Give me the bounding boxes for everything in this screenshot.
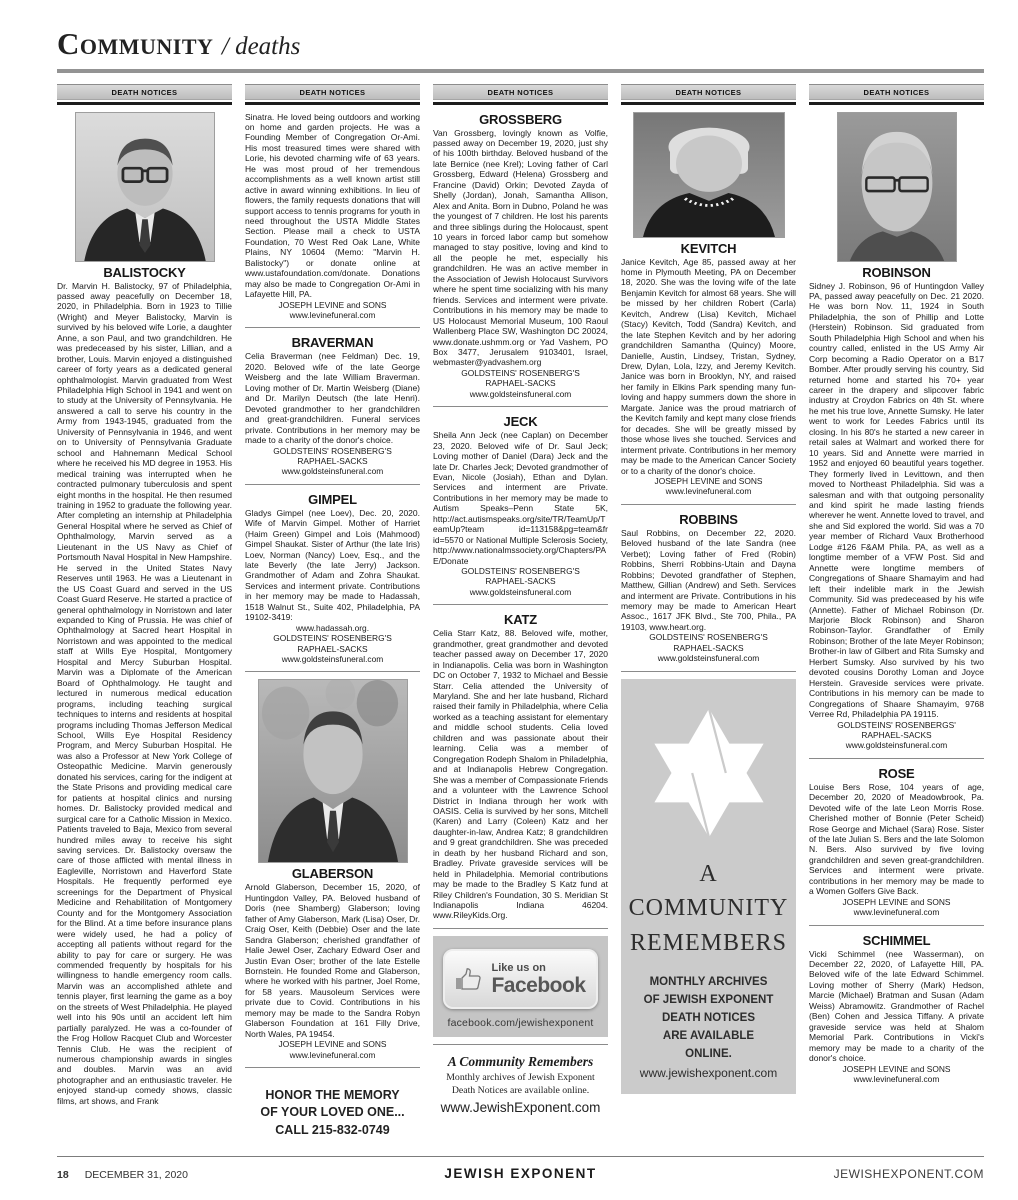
facebook-url: facebook.com/jewishexponent: [447, 1016, 594, 1029]
column-4: [621, 84, 796, 1136]
obituary-balistocky: [57, 112, 232, 1107]
obituary-body: Sheila Ann Jeck (nee Caplan) on December 23, 2020. Beloved wife of Dr. Saul Jeck; Loving mother of Daniel (Dara) Jeck and the late Dr. Charles Jeck; Devoted grandmother of Evan, Nicole (Josiah), Ethan and Dylan. Services and interment are Private. Contributions in her memory may be made to Autism Speaks–Penn State 5K, http://act.autismspeaks.org/site/TR/TeamUp/TeamUp?team id=113158&pg=team&fr id=5570 or National Multiple Sclerosis Society, http://www.nationalmssociety.org/Chapters/PAE/Donate: [433, 430, 608, 566]
star-ad-subline: ARE AVAILABLE: [662, 1029, 755, 1042]
obituary-glaberson: [245, 679, 420, 1060]
obituary-robbins: [621, 512, 796, 664]
community-remembers-line: Death Notices are available online.: [451, 1084, 590, 1096]
death-notices-rule: [433, 102, 608, 105]
star-ad-sublines: [627, 973, 790, 1063]
star-ad-subline: OF JEWISH EXPONENT: [643, 993, 774, 1006]
glaberson-photo: [258, 679, 408, 863]
footer-publication: JEWISH EXPONENT: [444, 1166, 597, 1181]
funeral-home-line: www.goldsteinsfuneral.com: [469, 388, 572, 399]
funeral-home-line: JOSEPH LEVINE and SONS: [654, 476, 763, 487]
obituary-separator: [433, 604, 608, 605]
obituary-body: Dr. Marvin H. Balistocky, 97 of Philadelphia, passed away peacefully on December 18, 2020, in Philadelphia. Born in 1923 to Tillie (Wright) and Meyer Balistocky, Marvin is survived by his beloved wife Lorie, a daughter Anne, a son Paul, and two grandchildren. He was predeceased by his sister, Lillian, and a brother, Louis. Marvin enjoyed a distinguished career of forty years as a dedicated general ophthalmologist. Marvin graduated from West Philadelphia High School in 1941 and went on to study at the University of Pennsylvania. He answered a call to serve his country in the Army from 1943-1945, graduated from the University of Pennsylvania in 1946, and went on to University of Pennsylvania Graduate school and Hahnemann Medical School where he received his MD degree in 1953. His medical training was interrupted when he contracted pulmonary tuberculosis and spent eight months in the hospital. He then resumed training in 1952 to graduate the following year. After completing an internship at Philadelphia General Hospital where he served as Chief of Ophthalmology, Marvin served as a Lieutenant in the US Navy as Chief of Portsmouth Naval Hospital in New Hampshire. He served in the United States Navy Reserves until 1963. He was a Lieutenant in the US Coast Guard and served in the US Coast Guard Reserve. He started a practice of general ophthalmology in Norristown and later expanded to King of Prussia. He was chief of Ophthalmology at Sacred heart Hospital in Norristown and was appointed to the medical staff at Wills Eye Hospital, Montgomery Hospital and Mercy Suburban Hospital. Marvin was a Diplomate of the American Board of Ophthalmology. He taught and lectured in numerous medical education programs, including teaching surgical techniques to interns and residents at hospital programs including Thomas Jefferson Medical School, Wills Eye Hospital Residency Program, and Mercy Suburban Hospital. He was also a Professor at New York College of Osteopathic Medicine. Marvin generously donated his services, caring for the indigent at the State Prisons and providing medical care for patients at hospital clinics and nursing homes. Dr. Balistocky provided medical and surgical care for a Catholic Mission in Mexico. Patients traveled to Baja, Mexico from several hundred miles away to receive his sight saving services. Dr. Balistocky oversaw the care of those afflicted with mental illness in Eagleville, Norristown and Haverford State Hospitals. He frequently performed eye screenings for the Department of Physical Medicine and Rehabilitation of Montgomery County and for the Montgomery Association for the Blind. At a time before insurance plans were widely used, he had a policy of accepting all patients without regard for the ability to pay for care or surgery. He was commended frequently by hospitals for his willingness to handle emergency room calls. Marvin was an accomplished athlete and tennis player, first learning the game as a boy on the streets of West Philadelphia. He played well into his 90s until an accident left him partially paralyzed. He was a co-founder of the Frog Hollow Racquet Club and Worcester Tennis Club. He was the recipient of numerous championship awards in singles and doubles. Marvin was an avid photographer and an enthusiastic traveler. He enjoyed stand-up comedy shows, classic films, art shows, and Frank: [57, 280, 232, 1106]
obituary-separator: [245, 1067, 420, 1068]
community-remembers-url: www.JewishExponent.com: [440, 1099, 601, 1115]
facebook-text: [491, 962, 585, 996]
funeral-home-line: www.goldsteinsfuneral.com: [657, 653, 760, 664]
obituary-body: Vicki Schimmel (nee Wasserman), on December 22, 2020, of Lafayette Hill, PA. Beloved wife of the late Edward Schimmel. Loving mother of Sherry (Mark) Hedson, Marcie (Michael) Bratman and Susan (Adam Weiss) Abramowitz. Grandmother of Rachel (Ben) Cohen and Jessica Tiffany. A private graveside service was held at Shalom Memorial Park. Contributions in Vicki's memory may be made to a charity of the donor's choice.: [809, 948, 984, 1064]
funeral-home-line: JOSEPH LEVINE and SONS: [842, 896, 951, 907]
funeral-home-line: www.hadassah.org.: [295, 622, 370, 633]
star-ad-subline: ONLINE.: [685, 1047, 732, 1060]
funeral-home-line: www.goldsteinsfuneral.com: [845, 740, 948, 751]
funeral-home-line: JOSEPH LEVINE and SONS: [278, 299, 387, 310]
funeral-home-line: www.levinefuneral.com: [853, 1073, 940, 1084]
page-number: 18: [57, 1169, 69, 1181]
death-notices-rule: [57, 102, 232, 105]
obituary-body: Sidney J. Robinson, 96 of Huntingdon Valley PA, passed away peacefully on Dec. 21 2020. He was born Nov. 11, 1924 in South Philadelphia, the son of Phillip and Lotte (Herstein) Robinson. Sid graduated from South Philadelphia High School and when his country called, enlisted in the US Army Air Corp becoming a Radio Operator on a B17 Bomber. After proudly serving his country, Sid returned home and started his 70+ year career in the drapery and slipcover fabric industry at Croydon Fabrics on 4th St. where he met his true love, Annette Sumsky. He later went to work for Leedes Fabrics until its closing. In his 80's he started a new career in retail sales at Walmart and worked there for 10 years. Sid and Annette were married in 1952 and enjoyed 60 beautiful years together. They formerly lived in Levittown, and then moved to Northeast Philadelphia. Sid was a salesman and with that outgoing personality and kind spirit he made lasting friends wherever he went. Annette loved to travel, and she and Sid explored the world. Sid was a 70 year member of Richard Vaux Brotherhood Lodge #126 F&AM Phila. PA, as well as a longtime member of a VFW Post. Sid and Annette were longtime members of Congregations of Shaare Shamayim and had left their indelible mark in the Jewish Community. Sid was predeceased by his wife (Annette). Father of Michael Robinson (Dr. Marjorie Block Robinson) and Sharon Robinson-Taylor. Grandfather of Emily Robinson; Brother of the late Meyer Robinson; Brother-in law of Gilbert and Rita Sumsky and Herbert Sumsky. Also survived by his two devoted cousins Dorothy Loman and Joyce Herstein. Graveside services were private. Contributions in his memory can be made to Congregations of Shaare Shamayim, 9768 Verree Rd, Philadelphia PA 19115.: [809, 280, 984, 720]
funeral-home-line: RAPHAEL-SACKS: [485, 576, 556, 587]
obituary-body: Celia Braverman (nee Feldman) Dec. 19, 2020. Beloved wife of the late George Weisberg and the late William Braverman. Loving mother of Dr. Martin Weisberg (Diane) and Dr. Marilyn Deutsch (the late Henri). Devoted grandmother to her grandchildren and great-grandchildren. Funeral services private. Contributions in her memory may be made to a charity of the donor's choice.: [245, 351, 420, 446]
funeral-home-line: GOLDSTEINS' ROSENBERG'S: [273, 633, 392, 644]
funeral-home-line: RAPHAEL-SACKS: [297, 643, 368, 654]
obituary-kevitch: [621, 112, 796, 497]
footer-left: [57, 1169, 366, 1181]
funeral-home-line: GOLDSTEINS' ROSENBERG'S: [461, 367, 580, 378]
obituary-name-glaberson: GLABERSON: [291, 866, 374, 882]
obituary-name-rose: ROSE: [878, 765, 915, 781]
footer-website: JEWISHEXPONENT.COM: [833, 1167, 984, 1181]
page-footer: [57, 1156, 984, 1181]
death-notices-header: DEATH NOTICES: [57, 84, 232, 100]
column-2: [245, 84, 420, 1136]
obituary-name-jeck: JECK: [503, 414, 538, 430]
column-1: [57, 84, 232, 1136]
funeral-home-line: www.goldsteinsfuneral.com: [469, 586, 572, 597]
thumbs-up-icon: [455, 967, 482, 991]
obituary-jeck: [433, 414, 608, 597]
obituary-body: Janice Kevitch, Age 85, passed away at her home in Plymouth Meeting, PA on December 18, 2020. She was the loving wife of the late Benjamin Kevitch for almost 68 years. She will be missed by her children Robert (Carla) Kevitch, Andrew (Lisa) Kevitch, Michael (Stacy) Kevitch, Todd (Sandra) Kevitch, and the late Stephen Kevitch and by her adoring grandchildren Samantha (Quincy) Moore, Danielle, Austin, Lindsey, Tristan, Sydney, Drew, Dylan, Lola, Izzy, and Jeremy Kevitch. Janice was born in Brooklyn, NY, and raised her family in Elkins Park spending many fun-loving and happy summers down the shore in Margate. Janice was the proud matriarch of the Kevitch family and kept many close friends for decades. She will be greatly missed by those whose lives she touched. Services and interment private. Contributions in her memory may be made to the American Cancer Society or to a charity of the donor's choice.: [621, 256, 796, 476]
funeral-home-line: GOLDSTEINS' ROSENBERG'S: [461, 566, 580, 577]
section-subtitle: / deaths: [221, 33, 301, 60]
funeral-home-line: JOSEPH LEVINE and SONS: [842, 1063, 951, 1074]
honor-memory-line: OF YOUR LOVED ONE...: [260, 1105, 405, 1120]
obituary-katz: [433, 612, 608, 921]
obituary-name-gimpel: GIMPEL: [308, 491, 357, 507]
community-remembers-line: Monthly archives of Jewish Exponent: [446, 1071, 595, 1083]
obituary-separator: [245, 484, 420, 485]
column-3: [433, 84, 608, 1136]
obituary-separator: [433, 406, 608, 407]
death-notices-header: DEATH NOTICES: [433, 84, 608, 100]
obituary-separator: [809, 758, 984, 759]
funeral-home-line: JOSEPH LEVINE and SONS: [278, 1039, 387, 1050]
funeral-home-line: GOLDSTEINS' ROSENBERGS': [837, 719, 956, 730]
footer-date: DECEMBER 31, 2020: [84, 1169, 188, 1181]
obituary-body: Arnold Glaberson, December 15, 2020, of Huntingdon Valley, PA. Beloved husband of Doris (nee Shamberg) Glaberson; loving father of Amy Glaberson, Mark (Lisa) Oser, Dr. Craig Oser, Keith (Debbie) Oser and the late Sandra Glaberson; cherished grandfather of Halie Jewel Oser, Zachary Edward Oser and Justin Evan Oser; brother of the late Estelle Bornstein. He founded Rome and Glaberson, where he worked with his partner, Joel Rome, for 58 years. Mausoleum Services were private due to Covid. Contributions in his memory may be made to the Sandra Robyn Glaberson Foundation at 161 Filly Drive, North Wales, PA 19454.: [245, 882, 420, 1039]
obituary-name-katz: KATZ: [504, 612, 537, 628]
honor-memory-ad: [245, 1075, 420, 1136]
funeral-home-line: GOLDSTEINS' ROSENBERG'S: [273, 445, 392, 456]
funeral-home-line: RAPHAEL-SACKS: [673, 642, 744, 653]
star-ad-word: REMEMBERS: [629, 930, 788, 957]
death-notices-rule: [621, 102, 796, 105]
obituary-gimpel: [245, 492, 420, 665]
section-masthead: [57, 26, 984, 73]
death-notices-columns: [57, 84, 984, 1136]
funeral-home-line: www.levinefuneral.com: [289, 1049, 376, 1060]
kevitch-photo: [633, 112, 785, 238]
obituary-name-balistocky: BALISTOCKY: [103, 264, 186, 280]
obituary-body: Gladys Gimpel (nee Loev), Dec. 20, 2020. Wife of Marvin Gimpel. Mother of Harriet (Haim Green) Gimpel and Lois (Mahmood) Gimpel Shaukat. Sister of Arthur (the late Iris) Loev, Norman (Nancy) Loev, Esq., and the late Beverly (the late Jerry) Jackson. Grandmother of Adam and Zohra Shaukat. Services and interment private. Contributions in her memory may be made to Hadassah, 1518 Walnut St., Suite 402, Philadelphia, PA 19102-3419:: [245, 507, 420, 623]
death-notices-header: DEATH NOTICES: [245, 84, 420, 100]
community-remembers-note: [433, 1052, 608, 1115]
star-ad-subline: MONTHLY ARCHIVES: [649, 975, 768, 988]
obituary-separator: [245, 327, 420, 328]
obituary-separator: [809, 925, 984, 926]
obituary-name-grossberg: GROSSBERG: [479, 111, 562, 127]
obituary-separator: [433, 1044, 608, 1045]
star-ad-word: COMMUNITY: [628, 895, 789, 922]
obituary-separator: [245, 671, 420, 672]
community-remembers-star-ad: [621, 679, 796, 1094]
facebook-ad: [433, 936, 608, 1037]
funeral-home-line: www.goldsteinsfuneral.com: [281, 466, 384, 477]
obituary-separator: [621, 671, 796, 672]
obituary-rose: [809, 766, 984, 918]
death-notices-rule: [809, 102, 984, 105]
funeral-home-line: www.levinefuneral.com: [665, 486, 752, 497]
star-of-david-icon: [638, 703, 780, 843]
funeral-home-line: RAPHAEL-SACKS: [485, 378, 556, 389]
section-title: Community: [57, 26, 214, 61]
star-ad-subline: DEATH NOTICES: [661, 1011, 756, 1024]
obituary-separator: [621, 504, 796, 505]
funeral-home-line: www.levinefuneral.com: [289, 310, 376, 321]
death-notices-rule: [245, 102, 420, 105]
obituary-body: Louise Bers Rose, 104 years of age, December 20, 2020 of Meadowbrook, Pa. Devoted wife of the late Leon Morris Rose. Cherished mother of Bonnie (Peter Scheid) Rose George and Michael (Sara) Rose. Sister of the late Julian S. Bers and the late Solomon N. Bers. Also survived by five loving grandchildren and seven great-grandchildren. Services and interment were private. contributions in her memory may be made to a Women Golfers Give Back.: [809, 781, 984, 897]
balistocky-photo: [75, 112, 215, 262]
obituary-continuation: [245, 112, 420, 321]
death-notices-header: DEATH NOTICES: [621, 84, 796, 100]
obituary-body: Sinatra. He loved being outdoors and working on home and garden projects. He was a Founding Member of Congregation Or-Ami. His most treasured times were shared with Lorie, his devoted charming wife of 63 years. He was most proud of her tremendous accomplishments as a well known artist still active in award winning exhibitions. In lieu of flowers, the family requests donations that will support access to tennis programs for youth in need throughout the USTA Middle States Section. Please mail a check to USTA Foundation, 70 West Red Oak Lane, White Plains, NY 10604 (Memo: "Marvin H. Balistocky") or donate online at www.ustafoundation.com/donate. Donations may also be made to Congregation Or-Ami in Lafayette Hill, PA.: [245, 111, 420, 300]
facebook-brand: Facebook: [491, 973, 586, 997]
robinson-photo: [837, 112, 957, 262]
obituary-name-robinson: ROBINSON: [862, 264, 931, 280]
column-5: [809, 84, 984, 1136]
funeral-home-line: RAPHAEL-SACKS: [861, 729, 932, 740]
funeral-home-line: RAPHAEL-SACKS: [297, 455, 368, 466]
obituary-name-schimmel: SCHIMMEL: [862, 932, 931, 948]
funeral-home-line: GOLDSTEINS' ROSENBERG'S: [649, 632, 768, 643]
honor-memory-line: HONOR THE MEMORY: [265, 1087, 400, 1102]
death-notices-header: DEATH NOTICES: [809, 84, 984, 100]
obituary-robinson: [809, 112, 984, 751]
funeral-home-line: www.goldsteinsfuneral.com: [281, 653, 384, 664]
obituary-body: Saul Robbins, on December 22, 2020. Beloved husband of the late Sandra (nee Verbet); Loving father of Fred (Robin) Robbins, Sherri Robbins-Utain and Dayna Robbins; Devoted grandfather of Stephen, Matthew, Gillian (Andrew) and Seth. Services and interment are Private. Contributions in his memory may be made to American Heart Assoc., 1617 JFK Blvd., Ste 700, Phila., PA 19103, www.heart.org.: [621, 527, 796, 632]
obituary-grossberg: [433, 112, 608, 400]
obituary-name-kevitch: KEVITCH: [680, 240, 737, 256]
obituary-schimmel: [809, 933, 984, 1085]
facebook-like-label: Like us on: [491, 961, 546, 974]
funeral-home-line: www.levinefuneral.com: [853, 907, 940, 918]
obituary-name-robbins: ROBBINS: [679, 511, 738, 527]
community-remembers-title: A Community Remembers: [447, 1053, 594, 1069]
obituary-body: Van Grossberg, lovingly known as Volfie, passed away on December 19, 2020, just shy of his 100th birthday. Beloved husband of the late Bernice (nee Krel); Loving father of Carl Grossberg, Edward (Helena) Grossberg and Francine (David) Orkin; Devoted Zayda of Shelly (Jordan), Jonah, Samantha Allison, Alex and Anita. Born in Dubno, Poland he was the youngest of 7 children. He lost his parents and three siblings during the Holocaust, spent 10 years in forced labor camp but somehow managed to stay positive, loving and kind to all the people he met, especially his grandchildren. He was an active member in the Association of Jewish Holocaust Survivors where he spent time socializing with his many friends. Services and interment were private. Contributions in his memory may be made to US Holocaust Memorial Museum, 100 Raoul Wallenberg Place SW, Washington DC 20024, www.donate.ushmm.org or Yad Vashem, PO Box 3477, Jerusalem 9103401, Israel, webmaster@yadvashem.org: [433, 127, 608, 368]
obituary-separator: [433, 928, 608, 929]
star-ad-url: www.jewishexponent.com: [639, 1065, 778, 1080]
obituary-body: Celia Starr Katz, 88. Beloved wife, mother, grandmother, great grandmother and devoted teacher passed away on December 17, 2020 in Indianapolis. Celia was born in Washington DC on October 7, 1932 to Michael and Bessie Starr. Celia attended the University of Maryland. She and her late husband, Richard raised their family in Philadelphia, where Celia worked as a teaching assistant for elementary and middle school students. Celia loved children and was passionate about their learning. Celia was a member of Congregation Rodeph Shalom in Philadelphia, and at Indianapolis Hebrew Congregation. She was a member of Compassionate Friends and a volunteer with the Lawrence School District in Indiana through her work with OASIS. Celia is survived by her sons, Mitchell (Karen) and Larry (Coleen) Katz and her daughter-in-law, Andrea Katz; 8 grandchildren and 9 great grandchildren. She was preceded in death by her husband Richard and son, Bradley. Private graveside services will be held in Philadelphia. Memorial contributions may be made to the Bradley S Katz fund at Riley Children's Foundation, 30 S. Meridian St Indianapolis Indiana 46204. www.RileyKids.Org.: [433, 628, 608, 921]
obituary-name-braverman: BRAVERMAN: [291, 335, 374, 351]
obituary-braverman: [245, 335, 420, 476]
facebook-like-box: [443, 949, 598, 1009]
star-ad-word: A: [699, 860, 718, 887]
honor-memory-line: CALL 215-832-0749: [275, 1122, 390, 1136]
